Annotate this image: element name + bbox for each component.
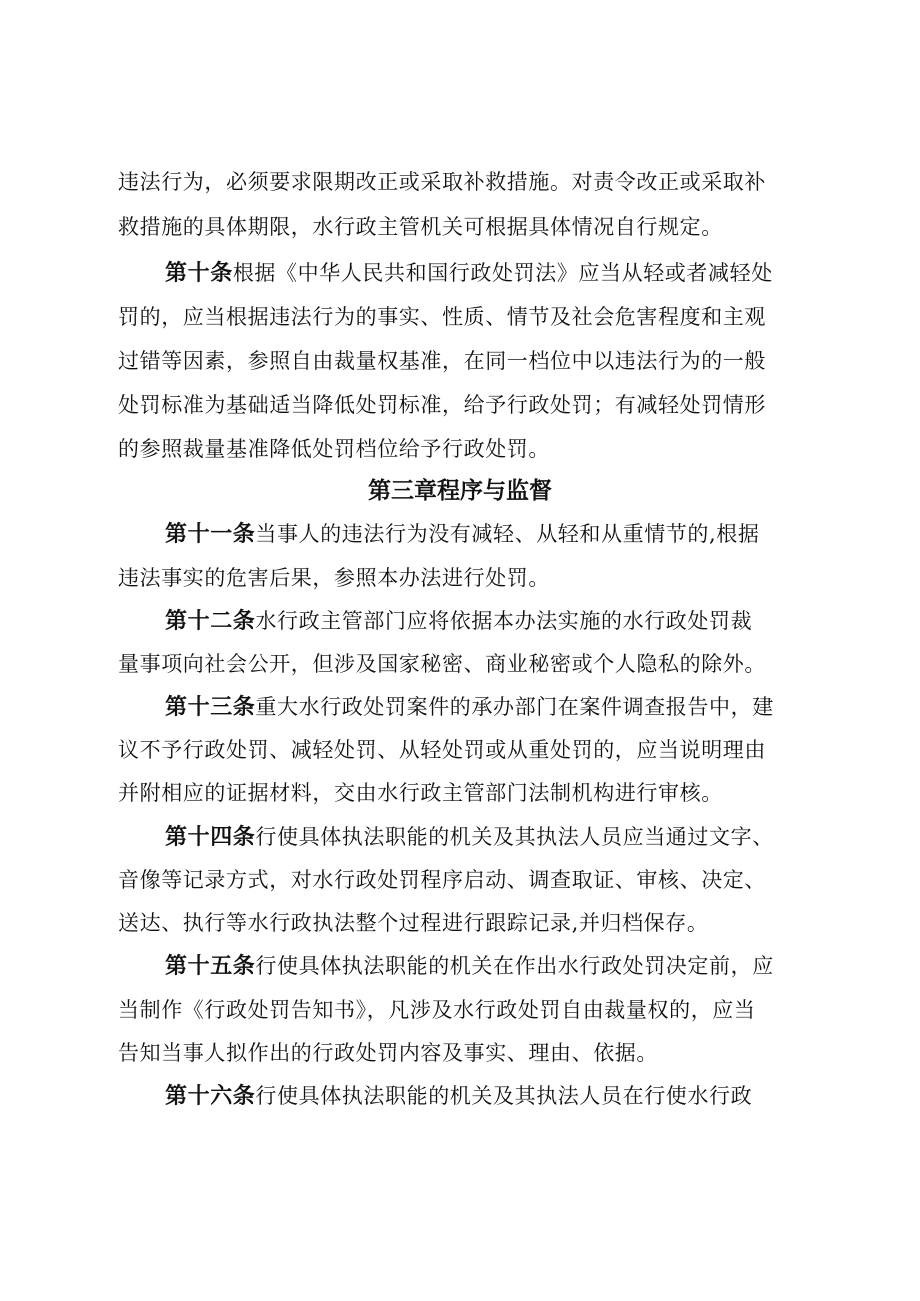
article-12-first-line: 第十二条水行政主管部门应将依据本办法实施的水行政处罚裁 — [165, 609, 753, 634]
article-number: 第十四条 — [165, 825, 256, 850]
paragraph-line: 当制作《行政处罚告知书》，凡涉及水行政处罚自由裁量权的，应当 — [118, 998, 756, 1022]
article-11-first-line: 第十一条当事人的违法行为没有减轻、从轻和从重情节的,根据 — [165, 522, 760, 547]
article-15-first-line: 第十五条行使具体执法职能的机关在作出水行政处罚决定前，应 — [165, 954, 774, 979]
article-13-first-line: 第十三条重大水行政处罚案件的承办部门在案件调查报告中，建 — [165, 695, 774, 720]
paragraph-line: 量事项向社会公开，但涉及国家秘密、商业秘密或个人隐私的除外。 — [118, 652, 766, 676]
article-16-first-line: 第十六条行使具体执法职能的机关及其执法人员在行使水行政 — [165, 1084, 753, 1109]
paragraph-line: 议不予行政处罚、减轻处罚、从轻处罚或从重处罚的，应当说明理由 — [118, 738, 766, 762]
article-number: 第十三条 — [165, 695, 256, 720]
article-14-first-line: 第十四条行使具体执法职能的机关及其执法人员应当通过文字、 — [165, 825, 774, 850]
article-number: 第十五条 — [165, 954, 256, 979]
article-number: 第十条 — [165, 261, 233, 286]
article-number: 第十一条 — [165, 522, 256, 547]
paragraph-line: 的参照裁量基准降低处罚档位给予行政处罚。 — [118, 437, 550, 461]
chapter-heading: 第三章程序与监督 — [368, 478, 552, 504]
paragraph-line: 送达、执行等水行政执法整个过程进行跟踪记录,并归档保存。 — [118, 911, 709, 935]
paragraph-line: 违法事实的危害后果，参照本办法进行处罚。 — [118, 566, 550, 590]
paragraph-line: 音像等记录方式，对水行政处罚程序启动、调查取证、审核、决定、 — [118, 868, 766, 892]
paragraph-line: 处罚标准为基础适当降低处罚标准，给予行政处罚；有减轻处罚情形 — [118, 393, 766, 417]
paragraph-line: 违法行为，必须要求限期改正或采取补救措施。对责令改正或采取补 — [118, 170, 766, 194]
paragraph-line: 并附相应的证据材料，交由水行政主管部门法制机构进行审核。 — [118, 781, 723, 805]
paragraph-line: 救措施的具体期限，水行政主管机关可根据具体情况自行规定。 — [118, 215, 723, 239]
paragraph-line: 告知当事人拟作出的行政处罚内容及事实、理由、依据。 — [118, 1041, 658, 1065]
paragraph-line: 过错等因素，参照自由裁量权基准，在同一档位中以违法行为的一般 — [118, 349, 766, 373]
article-number: 第十六条 — [165, 1084, 256, 1109]
article-10-first-line: 第十条根据《中华人民共和国行政处罚法》应当从轻或者减轻处 — [165, 261, 773, 286]
paragraph-line: 罚的，应当根据违法行为的事实、性质、情节及社会危害程度和主观 — [118, 305, 766, 329]
article-number: 第十二条 — [165, 609, 256, 634]
